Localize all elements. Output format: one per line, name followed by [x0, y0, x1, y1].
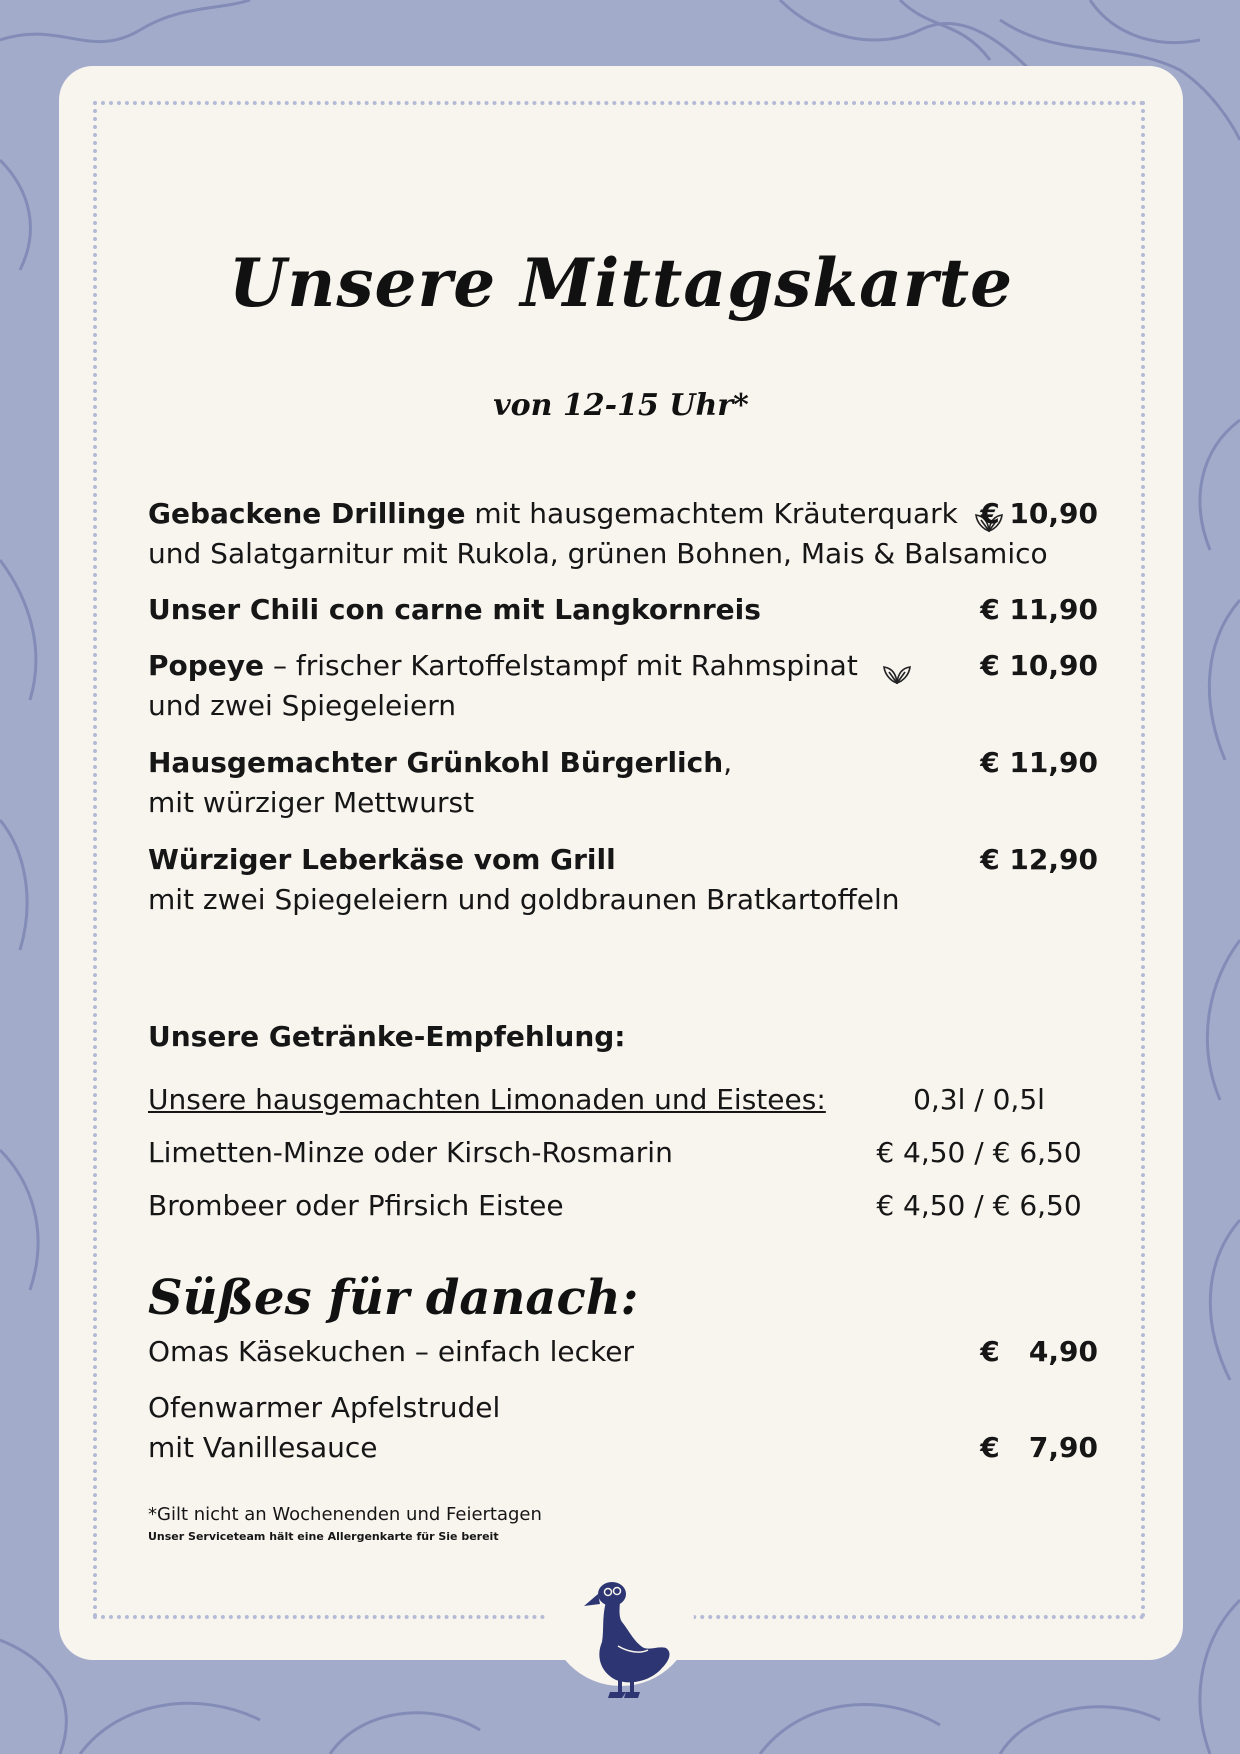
dish-name: Popeye — [148, 649, 265, 682]
sweet-name-line2: mit Vanillesauce — [148, 1431, 378, 1464]
dish-description-line2: mit würziger Mettwurst — [148, 786, 475, 819]
dish-description: mit hausgemachtem Kräuterquark — [474, 497, 958, 530]
menu-subtitle: von 12-15 Uhr* — [493, 388, 749, 423]
dish-item — [148, 590, 1098, 630]
dish-item — [148, 840, 1098, 920]
dish-name: Würziger Leberkäse vom Grill — [148, 843, 616, 876]
dish-item — [148, 743, 1098, 823]
dish-description-line2: und zwei Spiegeleiern — [148, 689, 456, 722]
dish-price: € 10,90 — [980, 497, 1098, 530]
sweet-price: € 4,90 — [980, 1335, 1098, 1368]
dish-item — [148, 494, 1098, 574]
drinks-subheading: Unsere hausgemachten Limonaden und Eistees: — [148, 1083, 826, 1116]
footnote: *Gilt nicht an Wochenenden und Feiertagen — [148, 1504, 542, 1525]
dish-description: , — [723, 746, 733, 779]
drink-price: € 4,50 / € 6,50 — [876, 1189, 1082, 1222]
sweet-item — [148, 1388, 1098, 1468]
drinks-heading: Unsere Getränke-Empfehlung: — [148, 1020, 626, 1053]
dish-price: € 11,90 — [980, 593, 1098, 626]
menu-card — [59, 66, 1183, 1660]
dish-price: € 12,90 — [980, 843, 1098, 876]
dish-description-line2: und Salatgarnitur mit Rukola, grünen Bohnen, Mais & Balsamico — [148, 537, 1048, 570]
allergen-note: Unser Serviceteam hält eine Allergenkarte für Sie bereit — [148, 1530, 499, 1543]
sweet-price: € 7,90 — [980, 1431, 1098, 1464]
drink-price: € 4,50 / € 6,50 — [876, 1136, 1082, 1169]
dish-name: Gebackene Drillinge — [148, 497, 466, 530]
drinks-sizes: 0,3l / 0,5l — [913, 1083, 1045, 1116]
dish-item — [148, 646, 1098, 726]
dish-price: € 11,90 — [980, 746, 1098, 779]
sweet-name: Ofenwarmer Apfelstrudel — [148, 1391, 501, 1424]
vegetarian-leaf-icon — [881, 656, 913, 678]
dish-description: – frischer Kartoffelstampf mit Rahmspinat — [272, 649, 858, 682]
menu-title: Unsere Mittagskarte — [228, 244, 1014, 322]
sweet-item — [148, 1332, 1098, 1372]
sweet-name: Omas Käsekuchen – einfach lecker — [148, 1335, 634, 1368]
dish-description-line2: mit zwei Spiegeleiern und goldbraunen Bratkartoffeln — [148, 883, 900, 916]
duck-logo-icon — [582, 1576, 672, 1700]
drink-name: Limetten-Minze oder Kirsch-Rosmarin — [148, 1136, 673, 1169]
dish-name: Hausgemachter Grünkohl Bürgerlich — [148, 746, 724, 779]
dish-price: € 10,90 — [980, 649, 1098, 682]
dish-name: Unser Chili con carne mit Langkornreis — [148, 593, 761, 626]
sweets-heading: Süßes für danach: — [148, 1270, 639, 1326]
drink-name: Brombeer oder Pfirsich Eistee — [148, 1189, 564, 1222]
